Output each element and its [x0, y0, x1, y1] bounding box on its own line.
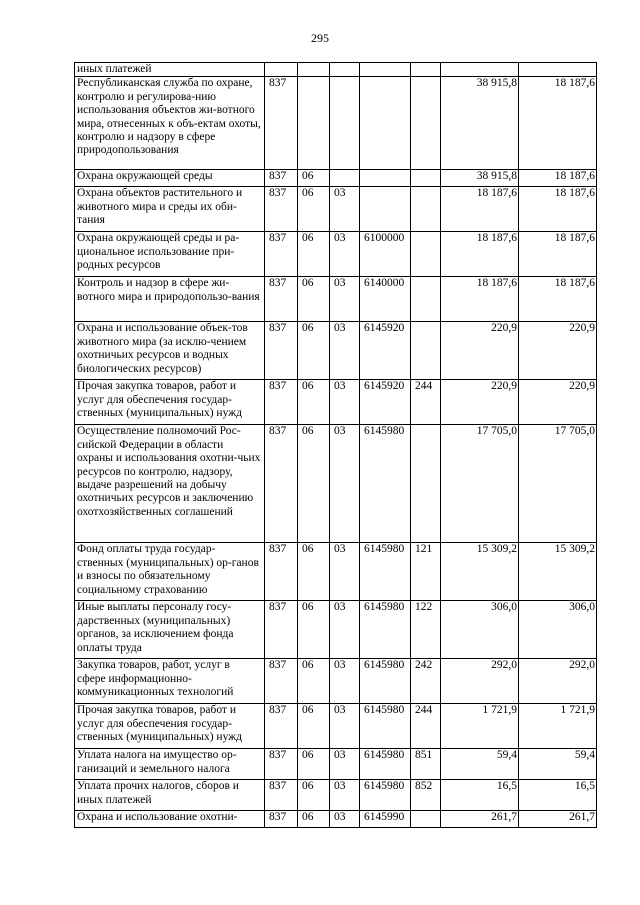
target-article-cell: 6140000	[360, 277, 411, 322]
subsection-code-cell: 03	[330, 780, 360, 811]
table-row	[75, 704, 597, 749]
admin-code-cell: 837	[265, 601, 298, 659]
table-row	[75, 170, 597, 187]
admin-code-cell: 837	[265, 77, 298, 170]
table-row	[75, 232, 597, 277]
table-row	[75, 811, 597, 828]
row-name-cell: Осуществление полномочий Рос-сийской Федерации в области охраны и использования охотни-чьих ресурсов по контролю, надзору, выдаче разрешений на добычу охотничьих ресурсов и заключению охотхозяйственных соглашений	[75, 425, 265, 543]
section-code-cell: 06	[298, 811, 330, 828]
expense-type-cell: 242	[411, 659, 441, 704]
subsection-code-cell: 03	[330, 601, 360, 659]
expense-type-cell: 122	[411, 601, 441, 659]
subsection-code-cell: 03	[330, 704, 360, 749]
table-row	[75, 77, 597, 170]
row-name-cell: Уплата прочих налогов, сборов и иных платежей	[75, 780, 265, 811]
row-name-cell: Охрана объектов растительного и животного мира и среды их оби-тания	[75, 187, 265, 232]
target-article-cell	[360, 187, 411, 232]
amount-year2-cell: 18 187,6	[519, 232, 597, 277]
row-name-cell: Прочая закупка товаров, работ и услуг для обеспечения государ-ственных (муниципальных) нужд	[75, 704, 265, 749]
expense-type-cell	[411, 277, 441, 322]
table-row	[75, 187, 597, 232]
amount-year2-cell: 18 187,6	[519, 277, 597, 322]
admin-code-cell: 837	[265, 277, 298, 322]
amount-year1-cell: 292,0	[441, 659, 519, 704]
section-code-cell: 06	[298, 704, 330, 749]
table-row	[75, 380, 597, 425]
amount-year2-cell: 220,9	[519, 380, 597, 425]
admin-code-cell: 837	[265, 322, 298, 380]
amount-year2-cell: 261,7	[519, 811, 597, 828]
expense-type-cell	[411, 77, 441, 170]
target-article-cell: 6145920	[360, 380, 411, 425]
section-code-cell	[298, 63, 330, 77]
amount-year1-cell: 15 309,2	[441, 543, 519, 601]
row-name-cell: Уплата налога на имущество ор-ганизаций и земельного налога	[75, 749, 265, 780]
budget-table	[74, 62, 597, 828]
expense-type-cell: 852	[411, 780, 441, 811]
amount-year2-cell: 59,4	[519, 749, 597, 780]
target-article-cell: 6145990	[360, 811, 411, 828]
table-row	[75, 659, 597, 704]
amount-year1-cell: 18 187,6	[441, 232, 519, 277]
amount-year2-cell: 306,0	[519, 601, 597, 659]
section-code-cell: 06	[298, 277, 330, 322]
table-row	[75, 322, 597, 380]
section-code-cell: 06	[298, 187, 330, 232]
amount-year1-cell: 220,9	[441, 322, 519, 380]
section-code-cell: 06	[298, 543, 330, 601]
subsection-code-cell	[330, 170, 360, 187]
table-row	[75, 749, 597, 780]
target-article-cell: 6145980	[360, 659, 411, 704]
expense-type-cell	[411, 63, 441, 77]
row-name-cell: Охрана окружающей среды	[75, 170, 265, 187]
amount-year1-cell	[441, 63, 519, 77]
expense-type-cell: 244	[411, 380, 441, 425]
expense-type-cell	[411, 187, 441, 232]
amount-year2-cell: 1 721,9	[519, 704, 597, 749]
expense-type-cell: 121	[411, 543, 441, 601]
target-article-cell: 6145980	[360, 704, 411, 749]
admin-code-cell: 837	[265, 704, 298, 749]
target-article-cell: 6145980	[360, 749, 411, 780]
expense-type-cell	[411, 232, 441, 277]
row-name-cell: Закупка товаров, работ, услуг в сфере информационно-коммуникационных технологий	[75, 659, 265, 704]
section-code-cell: 06	[298, 425, 330, 543]
admin-code-cell: 837	[265, 380, 298, 425]
table-body	[75, 63, 597, 828]
section-code-cell: 06	[298, 380, 330, 425]
amount-year1-cell: 306,0	[441, 601, 519, 659]
amount-year1-cell: 261,7	[441, 811, 519, 828]
admin-code-cell: 837	[265, 749, 298, 780]
amount-year2-cell: 220,9	[519, 322, 597, 380]
row-name-cell: Охрана окружающей среды и ра-циональное использование при-родных ресурсов	[75, 232, 265, 277]
target-article-cell	[360, 170, 411, 187]
target-article-cell: 6145920	[360, 322, 411, 380]
row-name-cell: Охрана и использование объек-тов животного мира (за исклю-чением охотничьих ресурсов и водных биологических ресурсов)	[75, 322, 265, 380]
row-name-cell: Прочая закупка товаров, работ и услуг для обеспечения государ-ственных (муниципальных) нужд	[75, 380, 265, 425]
amount-year1-cell: 18 187,6	[441, 277, 519, 322]
target-article-cell: 6145980	[360, 601, 411, 659]
table-row	[75, 63, 597, 77]
expense-type-cell: 851	[411, 749, 441, 780]
amount-year2-cell: 15 309,2	[519, 543, 597, 601]
expense-type-cell: 244	[411, 704, 441, 749]
section-code-cell: 06	[298, 659, 330, 704]
table-row	[75, 277, 597, 322]
target-article-cell	[360, 77, 411, 170]
subsection-code-cell: 03	[330, 187, 360, 232]
table-row	[75, 543, 597, 601]
amount-year2-cell: 292,0	[519, 659, 597, 704]
admin-code-cell: 837	[265, 659, 298, 704]
subsection-code-cell	[330, 63, 360, 77]
expense-type-cell	[411, 322, 441, 380]
subsection-code-cell: 03	[330, 659, 360, 704]
subsection-code-cell: 03	[330, 380, 360, 425]
amount-year2-cell: 18 187,6	[519, 170, 597, 187]
table-row	[75, 425, 597, 543]
amount-year2-cell: 17 705,0	[519, 425, 597, 543]
amount-year2-cell: 18 187,6	[519, 77, 597, 170]
section-code-cell: 06	[298, 601, 330, 659]
admin-code-cell: 837	[265, 780, 298, 811]
subsection-code-cell: 03	[330, 811, 360, 828]
admin-code-cell: 837	[265, 232, 298, 277]
amount-year2-cell: 18 187,6	[519, 187, 597, 232]
section-code-cell: 06	[298, 749, 330, 780]
target-article-cell: 6145980	[360, 780, 411, 811]
amount-year1-cell: 220,9	[441, 380, 519, 425]
expense-type-cell	[411, 811, 441, 828]
subsection-code-cell: 03	[330, 425, 360, 543]
subsection-code-cell: 03	[330, 277, 360, 322]
expense-type-cell	[411, 425, 441, 543]
subsection-code-cell: 03	[330, 749, 360, 780]
admin-code-cell: 837	[265, 187, 298, 232]
admin-code-cell: 837	[265, 425, 298, 543]
amount-year1-cell: 38 915,8	[441, 170, 519, 187]
admin-code-cell: 837	[265, 170, 298, 187]
amount-year1-cell: 59,4	[441, 749, 519, 780]
amount-year2-cell	[519, 63, 597, 77]
admin-code-cell: 837	[265, 543, 298, 601]
row-name-cell: Фонд оплаты труда государ-ственных (муниципальных) ор-ганов и взносы по обязательному социальному страхованию	[75, 543, 265, 601]
section-code-cell: 06	[298, 322, 330, 380]
subsection-code-cell: 03	[330, 322, 360, 380]
section-code-cell: 06	[298, 170, 330, 187]
amount-year1-cell: 38 915,8	[441, 77, 519, 170]
amount-year1-cell: 16,5	[441, 780, 519, 811]
subsection-code-cell: 03	[330, 232, 360, 277]
expense-type-cell	[411, 170, 441, 187]
row-name-cell: Иные выплаты персоналу госу-дарственных (муниципальных) органов, за исключением фонда оплаты труда	[75, 601, 265, 659]
target-article-cell	[360, 63, 411, 77]
row-name-cell: иных платежей	[75, 63, 265, 77]
amount-year1-cell: 17 705,0	[441, 425, 519, 543]
table-row	[75, 780, 597, 811]
row-name-cell: Республиканская служба по охране, контролю и регулирова-нию использования объектов жи-вотного мира, отнесенных к объ-ектам охоты, контролю и надзору в сфере природопользования	[75, 77, 265, 170]
admin-code-cell: 837	[265, 811, 298, 828]
subsection-code-cell	[330, 77, 360, 170]
admin-code-cell	[265, 63, 298, 77]
section-code-cell: 06	[298, 232, 330, 277]
section-code-cell	[298, 77, 330, 170]
amount-year1-cell: 1 721,9	[441, 704, 519, 749]
amount-year2-cell: 16,5	[519, 780, 597, 811]
amount-year1-cell: 18 187,6	[441, 187, 519, 232]
target-article-cell: 6100000	[360, 232, 411, 277]
target-article-cell: 6145980	[360, 543, 411, 601]
row-name-cell: Охрана и использование охотни-	[75, 811, 265, 828]
section-code-cell: 06	[298, 780, 330, 811]
page-number: 295	[311, 31, 329, 45]
row-name-cell: Контроль и надзор в сфере жи-вотного мира и природопользо-вания	[75, 277, 265, 322]
target-article-cell: 6145980	[360, 425, 411, 543]
subsection-code-cell: 03	[330, 543, 360, 601]
table-row	[75, 601, 597, 659]
